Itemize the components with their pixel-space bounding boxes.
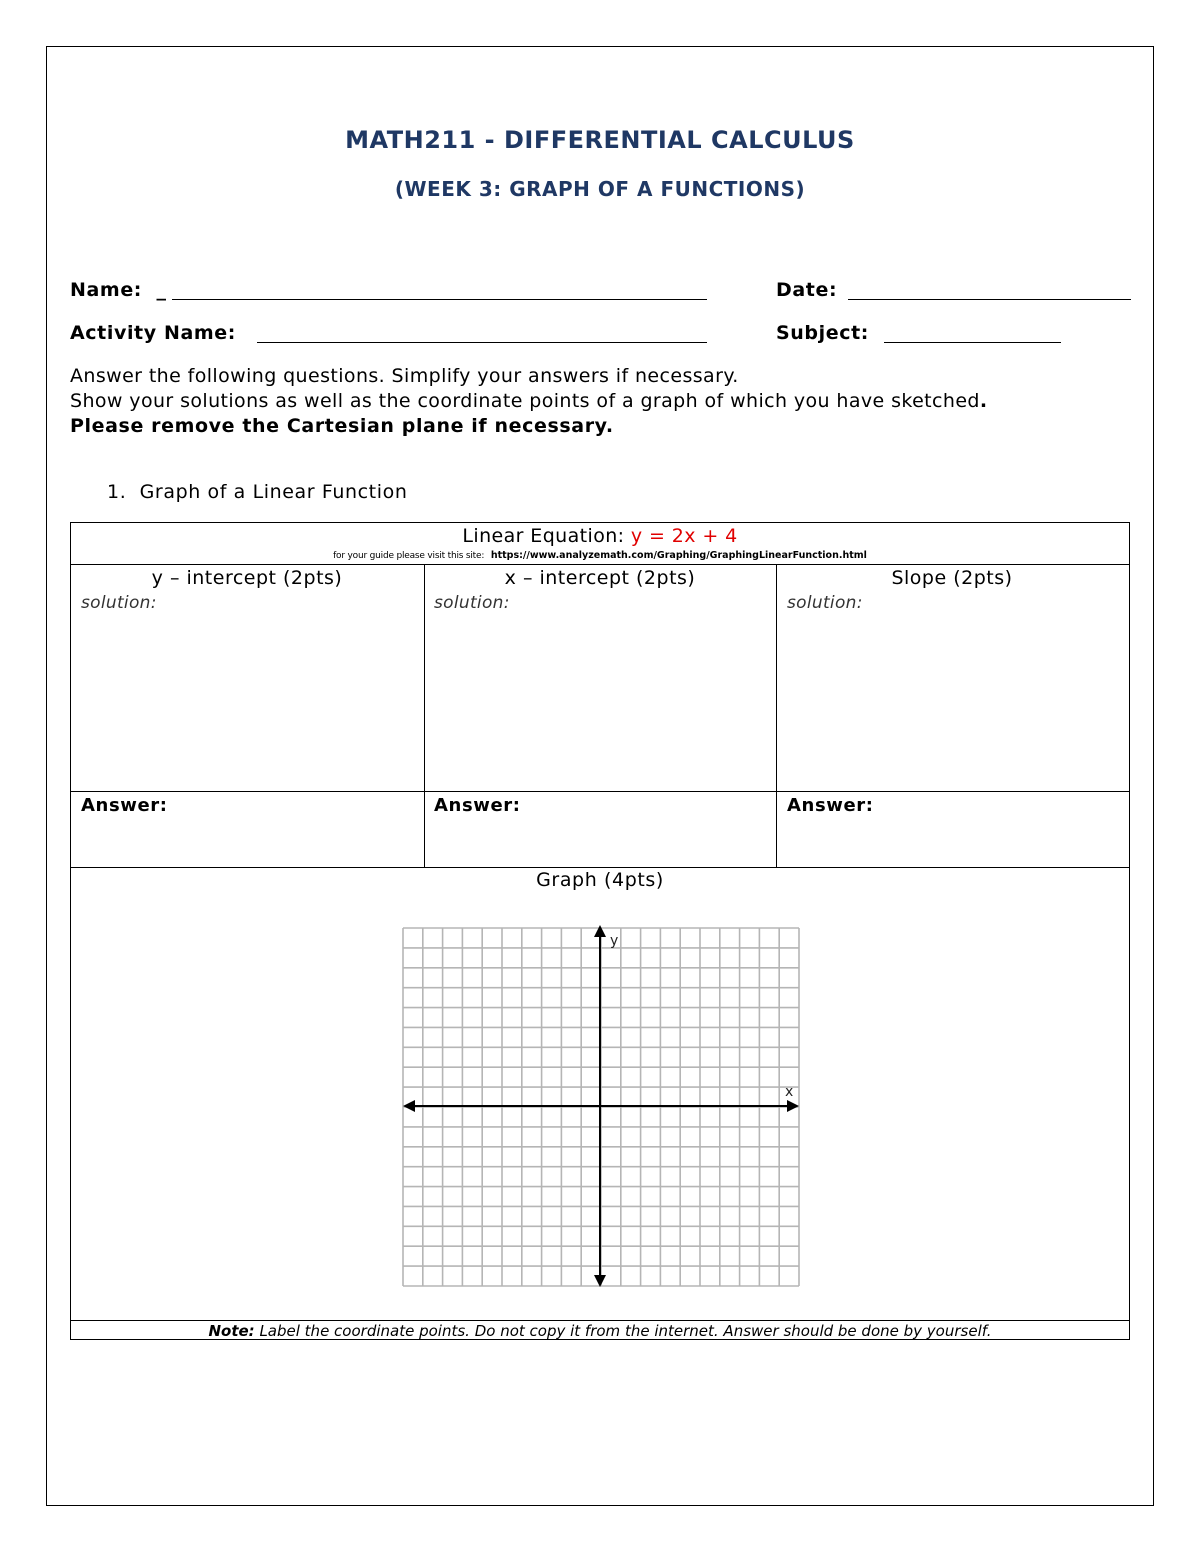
linear-equation: Linear Equation: y = 2x + 4: [462, 525, 738, 547]
y-intercept-solution[interactable]: solution:: [81, 593, 157, 613]
name-field[interactable]: [172, 299, 707, 300]
slope-title: Slope (2pts): [891, 567, 1013, 589]
activity-table: [70, 522, 1130, 1340]
page-subtitle: (WEEK 3: GRAPH OF A FUNCTIONS): [394, 177, 806, 201]
activity-name-field[interactable]: [257, 342, 707, 343]
y-axis-up-arrow: [594, 925, 606, 937]
instruction-line-1: Answer the following questions. Simplify your answers if necessary.: [70, 365, 739, 387]
name-label: Name: _: [70, 279, 167, 301]
instruction-line-2: Show your solutions as well as the coordinate points of a graph of which you have sketched.: [70, 390, 988, 412]
guide-link[interactable]: for your guide please visit this site: https://www.analyzemath.com/Graphing/GraphingLinearFunction.html: [333, 550, 867, 561]
y-intercept-answer[interactable]: Answer:: [81, 795, 168, 816]
slope-answer[interactable]: Answer:: [787, 795, 874, 816]
y-axis-label: y: [610, 933, 619, 949]
date-label: Date:: [776, 279, 838, 301]
graph-title: Graph (4pts): [536, 869, 664, 891]
y-axis-down-arrow: [594, 1275, 606, 1287]
x-intercept-title: x – intercept (2pts): [504, 567, 696, 589]
x-intercept-answer[interactable]: Answer:: [434, 795, 521, 816]
x-axis-label: x: [785, 1084, 794, 1100]
instruction-line-3: Please remove the Cartesian plane if necessary.: [70, 415, 614, 437]
section-heading: 1. Graph of a Linear Function: [107, 481, 408, 503]
subject-label: Subject:: [776, 322, 869, 344]
slope-solution[interactable]: solution:: [787, 593, 863, 613]
x-axis-left-arrow: [403, 1100, 415, 1112]
note: Note: Label the coordinate points. Do not copy it from the internet. Answer should be done by yourself.: [208, 1322, 992, 1340]
page-title: MATH211 - DIFFERENTIAL CALCULUS: [345, 126, 855, 154]
y-intercept-title: y – intercept (2pts): [151, 567, 343, 589]
date-field[interactable]: [848, 299, 1131, 300]
cartesian-grid[interactable]: [401, 923, 801, 1293]
equation-value: y = 2x + 4: [630, 525, 738, 547]
activity-name-label: Activity Name:: [70, 322, 236, 344]
subject-field[interactable]: [884, 342, 1061, 343]
x-axis-right-arrow: [787, 1100, 799, 1112]
x-intercept-solution[interactable]: solution:: [434, 593, 510, 613]
